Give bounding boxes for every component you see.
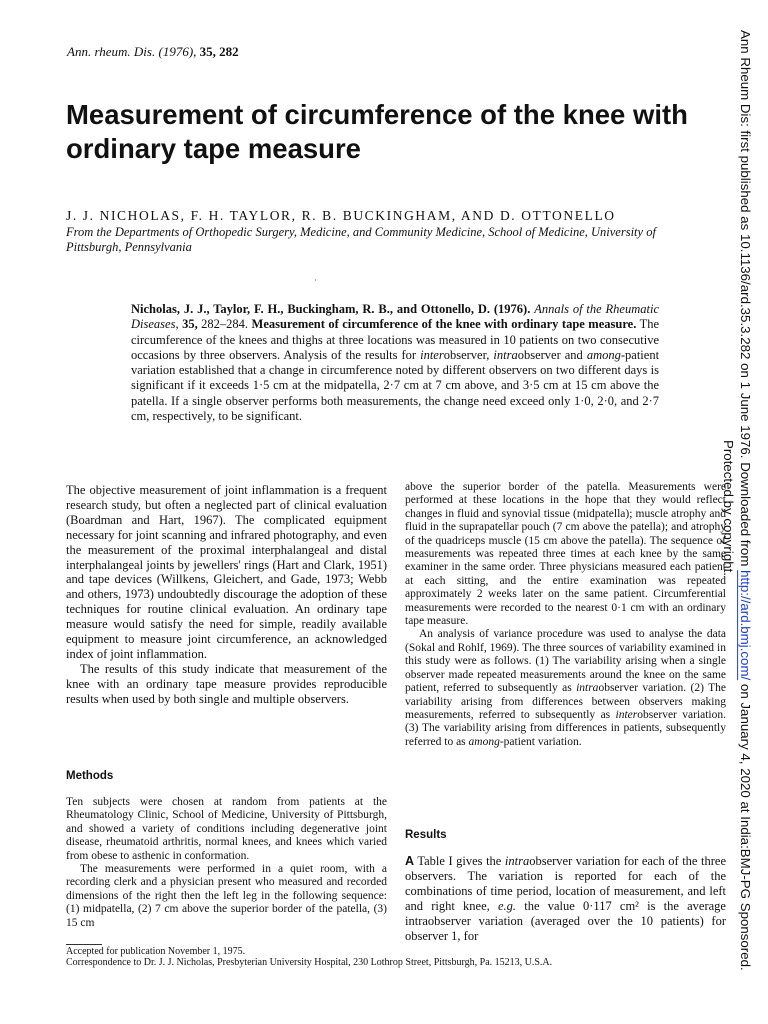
methods-heading: Methods (66, 770, 114, 782)
abstract-pages: 282–284. (201, 317, 249, 332)
abstract-citation-authors: Nicholas, J. J., Taylor, F. H., Buckingham, R. B., and Ottonello, D. (1976). (131, 302, 531, 316)
table-a-marker: A (405, 854, 415, 868)
analysis-text: -patient variation. (499, 735, 582, 748)
results-text: the value 0·117 cm² is the average intraobserver variation (averaged over the 10 patients) for observer 1, for (405, 899, 726, 943)
intro-paragraph: The results of this study indicate that measurement of the knee with an ordinary tape measure provides reproducible results when used by both single and multiple observers. (66, 661, 387, 706)
results-column (405, 854, 726, 944)
analysis-text: An analysis of variance procedure was used to analyse the data (Sokal and Rohlf, 1969). The three sources of variability examined in this study were as follows. (1) The variability arising when a single observer made repeated measurements around the knee on the same patient, referred to subsequently as (405, 628, 726, 695)
abstract (131, 302, 659, 424)
methods-continued-column (405, 481, 726, 749)
footnote-divider (66, 944, 102, 945)
abstract-inter: inter (420, 347, 444, 362)
abstract-journal-name: Annals of the Rheumatic Diseases, (131, 302, 660, 332)
methods-paragraph: Ten subjects were chosen at random from patients at the Rheumatology Clinic, School of Medicine, University of Pittsburgh, and showed a variety of conditions including degenerative joint disease, rheumatoid arthritis, normal knees, and knees which varied from obese to asthenic in conformation. (66, 796, 387, 862)
intro-paragraph: The objective measurement of joint inflammation is a frequent research study, but often a neglected part of clinical evaluation (Boardman and Hart, 1967). The complicated equipment necessary for joint scanning and infrared photography, and even the measurement of the proximal interphalangeal and distal interphalangeal joints by jewellers' rings (Hart and Clark, 1951) and tape devices (Willkens, Gleichert, and Gade, 1973; Webb and others, 1973) undoubtedly discourage the adoption of these techniques for routine clinical evaluation. An ordinary tape measure would satisfy the need for simple, readily available equipment to measure joint circumference, an acknowledged index of joint inflammation. (66, 483, 387, 661)
journal-year: (1976), (158, 44, 197, 59)
abstract-text: observer, (443, 347, 490, 362)
results-eg: e.g. (497, 899, 517, 913)
results-text: Table I gives the (417, 854, 502, 868)
stray-mark: · (314, 276, 317, 285)
analysis-inter: inter (615, 708, 638, 721)
abstract-text: -patient variation established that a change in circumference noted by different observers on two different days is significant if it exceeds 1·5 cm at the midpatella, 2·7 cm at 7 cm above, and 3·5 cm at 15 cm above the patella. If a single observer performs both measurements, the change need exceed only 1·0, 2·0, and 2·7 cm, respectively, to be significant. (131, 347, 660, 424)
abstract-text: The circumference of the knees and thighs at three locations was measured in 10 patients on two consecutive occasions by three observers. Analysis of the results for (131, 317, 660, 362)
sidebar-text: on January 4, 2020 at India:BMJ-PG Sponsored. (738, 683, 753, 971)
copyright-sidebar (721, 30, 768, 990)
methods-column (66, 796, 387, 930)
journal-link[interactable]: http://ard.bmj.com/ (738, 570, 753, 681)
footnotes (66, 946, 726, 968)
results-heading: Results (405, 829, 447, 841)
sidebar-text: Ann Rheum Dis: first published as 10.1136/ard.35.3.282 on 1 June 1976. Downloaded from (738, 30, 753, 567)
sidebar-download-line (737, 30, 753, 971)
journal-volume-page: 35, 282 (199, 44, 239, 59)
methods-paragraph: above the superior border of the patella. Measurements were performed at these locations in the hope that they would reflect changes in fluid and synovial tissue (midpatella); muscle atrophy and fluid in the suprapatellar pouch (7 cm above the patella); and atrophy of the quadriceps muscle (15 cm above the patella). The sequence of measurements was repeated three times at each knee by the same examiner in the same order. Three physicians measured each patient at each sitting, and the entire examination was repeated approximately 2 weeks later on the same patient. Circumferential measurements were recorded to the nearest 0·1 cm with an ordinary tape measure. (405, 481, 726, 628)
abstract-intra: intra (493, 347, 518, 362)
analysis-intra: intra (576, 682, 599, 695)
results-intra: intra (504, 854, 530, 868)
abstract-text: observer and (517, 347, 583, 362)
affiliation: From the Departments of Orthopedic Surgery, Medicine, and Community Medicine, School of Medicine, University of Pittsburgh, Pennsylvania (66, 225, 656, 254)
abstract-among: among (586, 347, 621, 362)
results-paragraph (405, 854, 726, 944)
analysis-text: observer variation. (2) The variability arising from differences between observers making measurements, referred to subsequently as (405, 682, 727, 721)
correspondence-note: Correspondence to Dr. J. J. Nicholas, Presbyterian University Hospital, 230 Lothrop Street, Pittsburgh, Pa. 15213, U.S.A. (66, 957, 553, 968)
analysis-paragraph (405, 628, 726, 749)
abstract-article-title: Measurement of circumference of the knee with ordinary tape measure. (251, 317, 637, 332)
results-text: observer variation for each of the three observers. The variation is reported for each of the combinations of time period, location of measurement, and left and right knee, (405, 854, 726, 913)
intro-column (66, 483, 387, 707)
abstract-volume: 35, (182, 317, 198, 332)
analysis-text: observer variation. (3) The variability arising from differences in patients, subsequently referred to as (405, 708, 727, 748)
journal-name: Ann. rheum. Dis. (67, 44, 156, 59)
methods-paragraph: The measurements were performed in a quiet room, with a recording clerk and a physician present who measured and recorded dimensions of the right then the left leg in the following sequence: (1) midpatella, (2) 7 cm above the superior border of the patella, (3) 15 cm (66, 863, 387, 929)
analysis-among: among (468, 735, 500, 748)
journal-citation (67, 44, 239, 60)
accepted-note: Accepted for publication November 1, 1975. (66, 946, 246, 957)
author-list: J. J. NICHOLAS, F. H. TAYLOR, R. B. BUCKINGHAM, AND D. OTTONELLO (66, 208, 616, 223)
article-title: Measurement of circumference of the knee with ordinary tape measure (66, 99, 688, 164)
sidebar-copyright-line: Protected by copyright. (721, 440, 736, 576)
